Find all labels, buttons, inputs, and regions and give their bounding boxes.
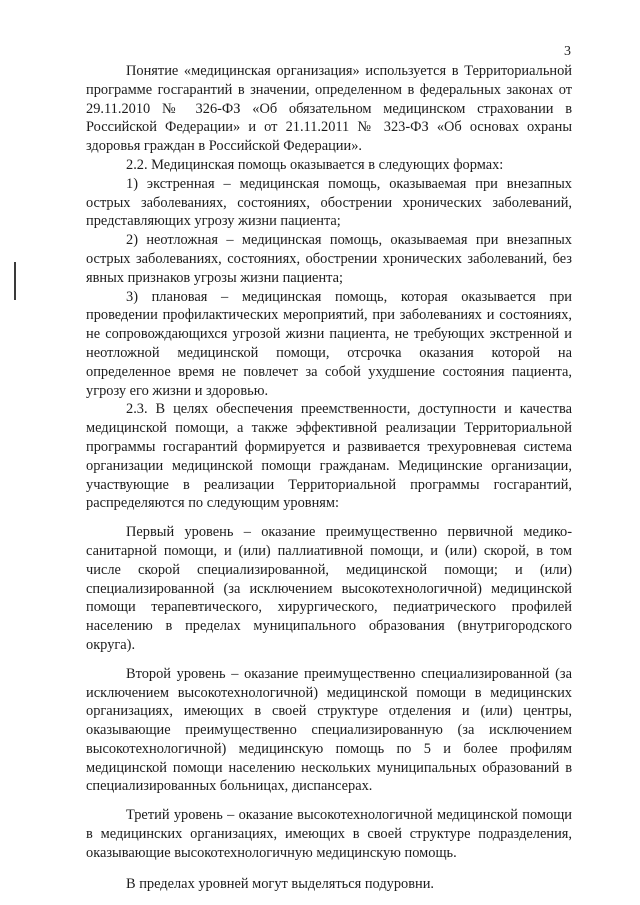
paragraph-level-3: Третий уровень – оказание высокотехнологичной медицинской помощи в медицинских организациях, имеющих в своей структуре подразделения, оказывающие высокотехнологичную медицинскую помощь. bbox=[86, 807, 572, 861]
paragraph-level-1: Первый уровень – оказание преимущественно первичной медико-санитарной помощи, и (или) паллиативной помощи, и (или) скорой, в том числе скорой специализированной, медицинской помощи; и (или) специализированной (за исключением высокотехнологичной) медицинской помощи терапевтического, хирургического, педиатрического профилей населению в пределах муниципального образования (внутригородского округа). bbox=[86, 524, 572, 653]
paragraph-level-2: Второй уровень – оказание преимущественно специализированной (за исключением высокотехнологичной) медицинской помощи в медицинских организациях, имеющих в своей структуре отделения и (или) центры, оказывающие преимущественно специализированную (за исключением высокотехнологичной) медицинскую помощь по 5 и более профилям медицинской помощи населению нескольких муниципальных образований в специализированных больницах, диспансерах. bbox=[86, 665, 572, 795]
paragraph-definition: Понятие «медицинская организация» используется в Территориальной программе госгарантий в значении, определенном в федеральных законах от 29.11.2010 № 326-ФЗ «Об обязательном медицинском страховании в Российской Федерации» и от 21.11.2011 № 323-ФЗ «Об основах охраны здоровья граждан в Российской Федерации». bbox=[86, 63, 572, 155]
paragraph-form-planned: 3) плановая – медицинская помощь, которая оказывается при проведении профилактических мероприятий, при заболеваниях и состояниях, не сопровождающихся угрозой жизни пациента, не требующих экстренной и неотложной медицинской помощи, отсрочка оказания которой на определенное время не повлечет за собой ухудшение состояния пациента, угрозу его жизни и здоровью. bbox=[86, 288, 572, 399]
paragraph-form-emergency: 1) экстренная – медицинская помощь, оказываемая при внезапных острых заболеваниях, состояниях, обострении хронических заболеваний, представляющих угрозу жизни пациента; bbox=[86, 175, 572, 230]
margin-mark bbox=[14, 262, 16, 300]
paragraph-section-2-3: 2.3. В целях обеспечения преемственности, доступности и качества медицинской помощи, а также эффективной реализации Территориальной программы госгарантий формируется и развивается трехуровневая система организации медицинской помощи гражданам. Медицинские организации, участвующие в реализации Территориальной программы госгарантий, распределяются по следующим уровням: bbox=[86, 401, 572, 512]
page-number: 3 bbox=[564, 44, 571, 59]
document-body bbox=[86, 62, 572, 893]
paragraph-section-2-2: 2.2. Медицинская помощь оказывается в следующих формах: bbox=[126, 156, 504, 173]
paragraph-sublevels: В пределах уровней могут выделяться подуровни. bbox=[126, 875, 435, 892]
paragraph-form-urgent: 2) неотложная – медицинская помощь, оказываемая при внезапных острых заболеваниях, состояниях, обострении хронических заболеваний, без явных признаков угрозы жизни пациента; bbox=[86, 232, 572, 286]
